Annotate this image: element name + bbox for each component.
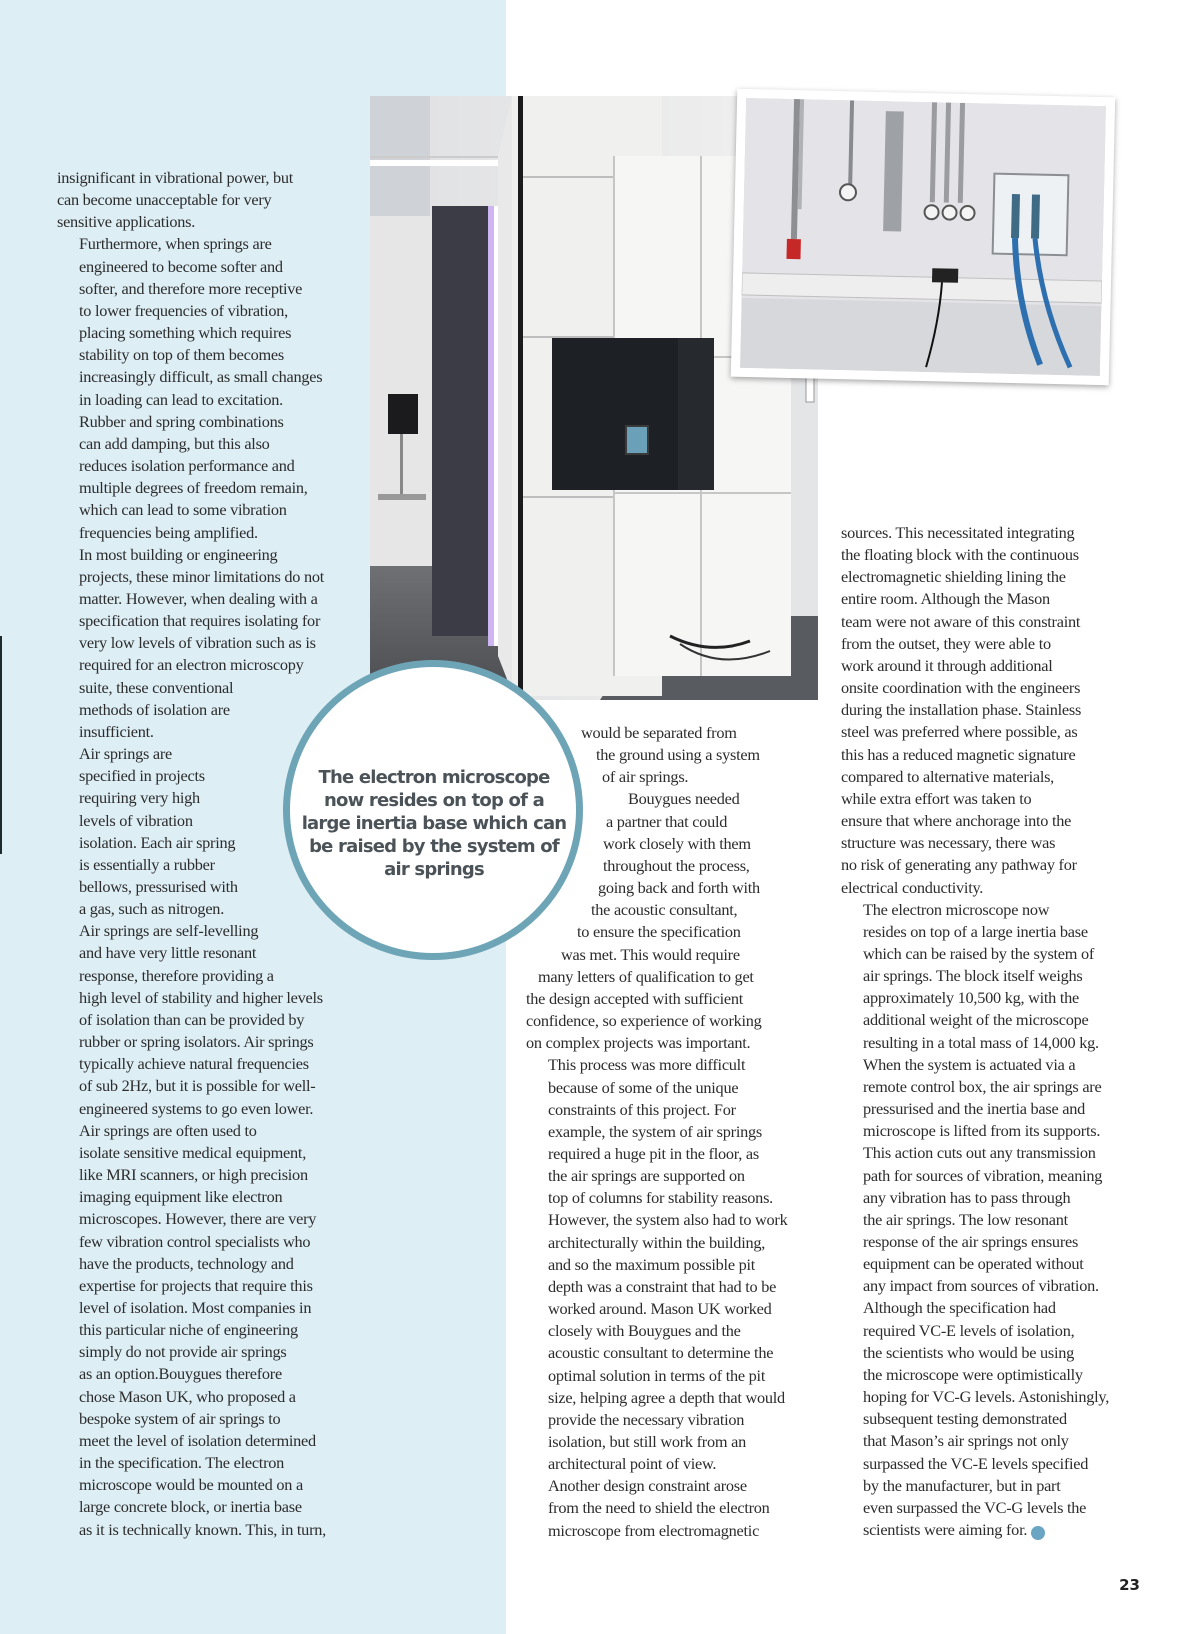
end-of-article-icon: !	[1031, 1526, 1045, 1540]
pullquote: The electron microscope now resides on top of a large inertia base which can be raised by the system of air springs	[301, 767, 567, 880]
paragraph: Bouygues needed a partner that could work closely with them throughout the process, going back and forth with the acoustic consultant, to ensure the specification was met. This would require many letters of qualification to get the design accepted with sufficient confidence, so experience of working on complex projects was important.	[526, 789, 762, 1053]
paragraph: Air springs are often used to isolate sensitive medical equipment, like MRI scanners, or high precision imaging equipment like electron microscopes. However, there are very few vibration control specialists who have the products, technology and expertise for projects that require this level of isolation. Most companies in this particular niche of engineering simply do not provide air springs as an option.Bouygues therefore chose Mason UK, who proposed a bespoke system of air springs to meet the level of isolation determined in the specification. The electron microscope would be mounted on a large concrete block, or inertia base as it is technically known. This, in turn,	[79, 1120, 326, 1539]
article-column-3	[841, 522, 1141, 1541]
paragraph: Furthermore, when springs are engineered to become softer and softer, and therefore more receptive to lower frequencies of vibration, placing something which requires stability on top of them becomes increasingly difficult, as small changes in loading can lead to excitation. Rubber and spring combinations can add damping, but this also reduces isolation performance and multiple degrees of freedom remain, which can lead to some vibration frequencies being amplified.	[79, 234, 323, 542]
paragraph: When the system is actuated via a remote control box, the air springs are pressurised and the inertia base and microscope is lifted from its supports. This action cuts out any transmission path for sources of vibration, meaning any vibration has to pass through the air springs. The low resonant response of the air springs ensures equipment can be operated without any impact from sources of vibration.	[863, 1054, 1103, 1296]
paragraph: This process was more difficult because of some of the unique constraints of this project. For example, the system of air springs required a huge pit in the floor, as the air springs are supported on top of columns for stability reasons. However, the system also had to work architecturally within the building, and so the maximum possible pit depth was a constraint that had to be worked around. Mason UK worked closely with Bouygues and the acoustic consultant to determine the optimal solution in terms of the pit size, helping agree a depth that would provide the necessary vibration isolation, but still work from an architectural point of view.	[548, 1055, 788, 1474]
paragraph: would be separated from the ground using a system of air springs.	[581, 723, 760, 787]
paragraph: Although the specification had required VC-E levels of isolation, the scientists who would be using the microscope were optimistically hoping for VC-G levels. Astonishingly, subsequent testing demonstrated that Mason’s air springs not only surpassed the VC-E levels specified by the manufacturer, but in part even surpassed the VC-G levels the scientists were aiming for. !	[863, 1298, 1110, 1540]
paragraph: Another design constraint arose from the need to shield the electron microscope from electromagnetic	[548, 1476, 770, 1540]
paragraph: Air springs are specified in projects requiring very high levels of vibration isolation. Each air spring is essentially a rubber bellows, pressurised with a gas, such as nitrogen. Air springs are self-levelling and have very little resonant response, therefore providing a high level of stability and higher levels of isolation than can be provided by rubber or spring isolators. Air springs typically achieve natural frequencies of sub 2Hz, but it is possible for well- engineered systems to go even lower.	[79, 744, 323, 1118]
paragraph: sources. This necessitated integrating the floating block with the continuous electromagnetic shielding lining the entire room. Although the Mason team were not aware of this constraint from the outset, they were able to work around it through additional onsite coordination with the engineers during the installation phase. Stainless steel was preferred where possible, as this has a reduced magnetic signature compared to alternative materials, while extra effort was taken to ensure that where anchorage into the structure was necessary, there was no risk of generating any pathway for electrical conductivity.	[841, 523, 1082, 897]
page-number: 23	[1119, 1576, 1140, 1594]
paragraph: The electron microscope now resides on top of a large inertia base which can be raised by the system of air springs. The block itself weighs approximately 10,500 kg, with the additional weight of the microscope resulting in a total mass of 14,000 kg.	[863, 899, 1099, 1052]
paragraph: In most building or engineering projects, these minor limitations do not matter. However, when dealing with a specification that requires isolating for very low levels of vibration such as is required for an electron microscopy suite, these conventional methods of isolation are insufficient.	[79, 544, 325, 741]
article-column-2	[526, 722, 826, 1542]
paragraph: insignificant in vibrational power, but can become unacceptable for very sensitive applications.	[57, 168, 294, 232]
left-edge-mark	[0, 636, 2, 854]
gas-panel-photo	[731, 89, 1115, 386]
gas-panel-illustration	[740, 98, 1106, 376]
